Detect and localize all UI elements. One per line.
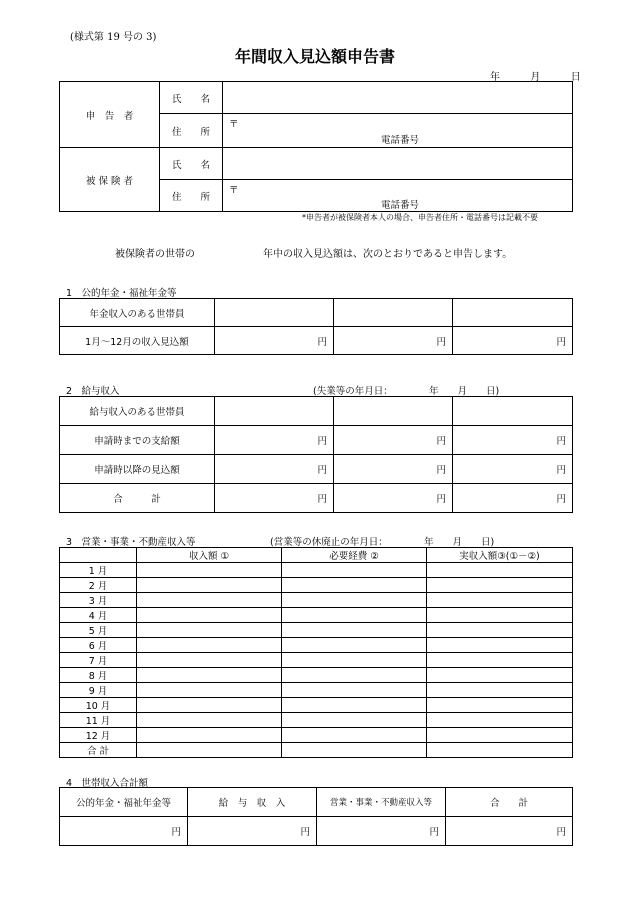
section2-row2-label: 申請時までの支給額 — [60, 426, 215, 455]
month-label: 合 計 — [60, 743, 137, 758]
section1-heading: 1 公的年金・福祉年金等 — [66, 288, 177, 299]
insured-address-field[interactable] — [223, 180, 573, 212]
declaration-part2: 年中の収入見込額は、次のとおりであると申告します。 — [263, 249, 513, 260]
amount-cell[interactable] — [137, 593, 282, 608]
month-label: 11 月 — [60, 713, 137, 728]
applicant-insured-table — [59, 81, 573, 212]
amount-cell[interactable] — [137, 638, 282, 653]
section4-heading: 4 世帯収入合計額 — [66, 778, 149, 789]
month-label: 6 月 — [60, 638, 137, 653]
member-cell[interactable] — [334, 299, 453, 327]
section2-row1-label: 給与収入のある世帯員 — [60, 397, 215, 426]
insured-phone-label: 電話番号 — [381, 200, 420, 211]
member-cell[interactable] — [215, 299, 334, 327]
amount-cell[interactable] — [282, 638, 427, 653]
month-label: 7 月 — [60, 653, 137, 668]
insured-name-label: 氏 名 — [160, 148, 223, 180]
month-row — [60, 563, 573, 578]
amount-cell[interactable] — [137, 668, 282, 683]
section1-table — [59, 298, 573, 355]
date-day: 日 — [570, 72, 581, 83]
amount-cell[interactable] — [137, 608, 282, 623]
applicant-label: 申 告 者 — [60, 82, 160, 148]
amount-cell[interactable] — [282, 593, 427, 608]
month-row — [60, 623, 573, 638]
amount-cell[interactable] — [282, 713, 427, 728]
amount-cell[interactable] — [282, 653, 427, 668]
page-title: 年間収入見込額申告書 — [234, 47, 395, 66]
amount-cell[interactable] — [427, 728, 573, 743]
amount-cell[interactable]: 円 — [60, 817, 188, 846]
month-label: 9 月 — [60, 683, 137, 698]
amount-cell[interactable] — [427, 578, 573, 593]
postal-mark: 〒 — [229, 119, 239, 130]
amount-cell[interactable]: 円 — [334, 426, 453, 455]
applicant-name-field[interactable] — [223, 82, 573, 114]
member-cell[interactable] — [453, 397, 573, 426]
amount-cell[interactable] — [427, 713, 573, 728]
month-row — [60, 578, 573, 593]
amount-cell[interactable]: 円 — [215, 426, 334, 455]
month-label: 2 月 — [60, 578, 137, 593]
amount-cell[interactable]: 円 — [453, 484, 573, 513]
amount-cell[interactable] — [137, 563, 282, 578]
insured-name-field[interactable] — [223, 148, 573, 180]
section3-heading: 3 営業・事業・不動産収入等 — [66, 537, 196, 548]
col-net-header: 実収入額③(①－②) — [427, 548, 573, 563]
amount-cell[interactable]: 円 — [215, 327, 334, 355]
amount-cell[interactable] — [282, 743, 427, 758]
applicant-name-label: 氏 名 — [160, 82, 223, 114]
section4-table — [59, 787, 573, 846]
amount-cell[interactable]: 円 — [453, 455, 573, 484]
applicant-phone-label: 電話番号 — [381, 135, 420, 146]
amount-cell[interactable] — [427, 593, 573, 608]
section4-col3-header: 営業・事業・不動産収入等 — [317, 788, 446, 817]
amount-cell[interactable] — [137, 743, 282, 758]
amount-cell[interactable] — [137, 713, 282, 728]
section2-row3-label: 申請時以降の見込額 — [60, 455, 215, 484]
applicant-address-label: 住 所 — [160, 114, 223, 148]
month-row — [60, 638, 573, 653]
amount-cell[interactable] — [282, 563, 427, 578]
amount-cell[interactable] — [427, 683, 573, 698]
amount-cell[interactable] — [282, 608, 427, 623]
amount-cell[interactable]: 円 — [453, 327, 573, 355]
amount-cell[interactable]: 円 — [215, 455, 334, 484]
section4-col4-header: 合 計 — [446, 788, 573, 817]
month-row — [60, 728, 573, 743]
section1-row2-label: 1月～12月の収入見込額 — [60, 327, 215, 355]
amount-cell[interactable]: 円 — [334, 327, 453, 355]
declaration-part1: 被保険者の世帯の — [115, 249, 195, 260]
section2-table — [59, 396, 573, 513]
amount-cell[interactable] — [427, 698, 573, 713]
amount-cell[interactable] — [282, 623, 427, 638]
amount-cell[interactable]: 円 — [453, 426, 573, 455]
col-expense-header: 必要経費 ② — [282, 548, 427, 563]
member-cell[interactable] — [215, 397, 334, 426]
amount-cell[interactable] — [282, 683, 427, 698]
amount-cell[interactable]: 円 — [334, 455, 453, 484]
amount-cell[interactable] — [427, 743, 573, 758]
date-year: 年 — [490, 72, 500, 83]
date-month: 月 — [530, 72, 541, 83]
amount-cell[interactable] — [282, 578, 427, 593]
note: *申告者が被保険者本人の場合、申告者住所・電話番号は記載不要 — [302, 213, 538, 222]
amount-cell[interactable] — [137, 683, 282, 698]
insured-label: 被 保 険 者 — [60, 148, 160, 212]
amount-cell[interactable] — [137, 578, 282, 593]
amount-cell[interactable]: 円 — [188, 817, 317, 846]
insured-address-label: 住 所 — [160, 180, 223, 212]
amount-cell[interactable] — [282, 728, 427, 743]
amount-cell[interactable]: 円 — [215, 484, 334, 513]
month-row — [60, 713, 573, 728]
month-row — [60, 683, 573, 698]
month-row — [60, 743, 573, 758]
section3-date-note: (営業等の休廃止の年月日： 年 月 日) — [270, 537, 495, 548]
section2-heading: 2 給与収入 — [66, 386, 120, 397]
col-income-header: 収入額 ① — [137, 548, 282, 563]
amount-cell[interactable] — [282, 698, 427, 713]
month-label: 12 月 — [60, 728, 137, 743]
section2-total-label: 合 計 — [60, 484, 215, 513]
amount-cell[interactable] — [427, 563, 573, 578]
applicant-address-field[interactable] — [223, 114, 573, 148]
section3-table — [59, 547, 573, 758]
month-row — [60, 668, 573, 683]
section1-row1-label: 年金収入のある世帯員 — [60, 299, 215, 327]
amount-cell[interactable] — [427, 638, 573, 653]
month-label: 5 月 — [60, 623, 137, 638]
amount-cell[interactable] — [137, 728, 282, 743]
amount-cell[interactable] — [427, 608, 573, 623]
amount-cell[interactable] — [282, 668, 427, 683]
amount-cell[interactable]: 円 — [334, 484, 453, 513]
month-row — [60, 698, 573, 713]
amount-cell[interactable] — [137, 653, 282, 668]
month-label: 3 月 — [60, 593, 137, 608]
amount-cell[interactable] — [427, 653, 573, 668]
month-row — [60, 608, 573, 623]
amount-cell[interactable] — [427, 623, 573, 638]
postal-mark: 〒 — [229, 185, 239, 196]
month-row — [60, 593, 573, 608]
month-row — [60, 653, 573, 668]
amount-cell[interactable] — [427, 668, 573, 683]
amount-cell[interactable] — [137, 698, 282, 713]
member-cell[interactable] — [453, 299, 573, 327]
amount-cell[interactable]: 円 — [317, 817, 446, 846]
month-label: 8 月 — [60, 668, 137, 683]
form-number: (様式第 19 号の 3) — [70, 32, 157, 43]
month-label: 1 月 — [60, 563, 137, 578]
month-label: 4 月 — [60, 608, 137, 623]
section2-date-note: (失業等の年月日： 年 月 日) — [313, 386, 500, 397]
amount-cell[interactable] — [137, 623, 282, 638]
section4-col2-header: 給 与 収 入 — [188, 788, 317, 817]
corner-cell — [60, 548, 137, 563]
month-label: 10 月 — [60, 698, 137, 713]
section4-col1-header: 公的年金・福祉年金等 — [60, 788, 188, 817]
amount-cell[interactable]: 円 — [446, 817, 573, 846]
member-cell[interactable] — [334, 397, 453, 426]
